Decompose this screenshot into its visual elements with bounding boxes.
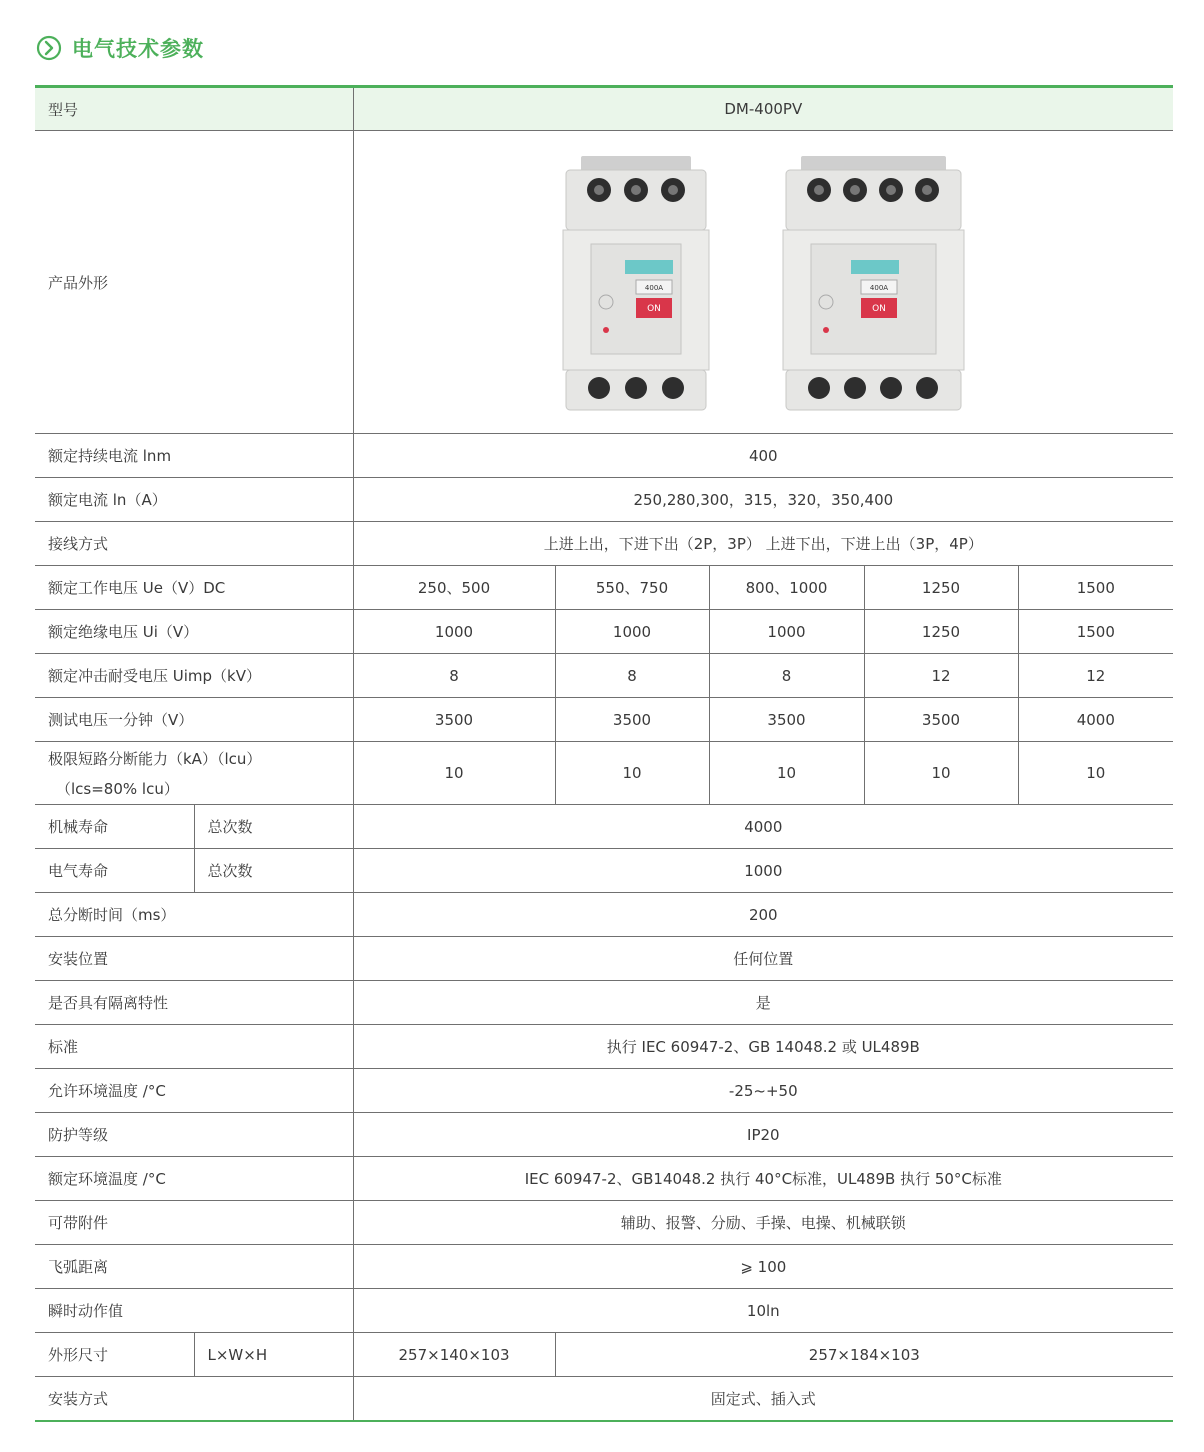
row-label: 测试电压一分钟（V） <box>35 698 353 742</box>
table-row <box>35 1377 1173 1422</box>
row-value: 200 <box>353 893 1173 937</box>
row-value: 250、500 <box>353 566 555 610</box>
row-value: 10 <box>1018 742 1173 805</box>
row-value: 10 <box>864 742 1018 805</box>
table-row <box>35 1069 1173 1113</box>
row-value: 8 <box>555 654 709 698</box>
row-value: 1000 <box>709 610 864 654</box>
table-row <box>35 849 1173 893</box>
appearance-cell <box>353 131 1173 434</box>
chevron-circle-icon <box>36 35 62 61</box>
row-label: 额定绝缘电压 Ui（V） <box>35 610 353 654</box>
model-label: 型号 <box>35 87 353 131</box>
row-value: 10ln <box>353 1289 1173 1333</box>
row-label: 机械寿命 <box>35 805 194 849</box>
row-value: 8 <box>709 654 864 698</box>
row-value: 800、1000 <box>709 566 864 610</box>
section-title: 电气技术参数 <box>72 37 204 61</box>
row-value: 任何位置 <box>353 937 1173 981</box>
row-label: 额定工作电压 Ue（V）DC <box>35 566 353 610</box>
row-value: 1250 <box>864 610 1018 654</box>
row-value: 1000 <box>353 849 1173 893</box>
row-label: 接线方式 <box>35 522 353 566</box>
row-label: 防护等级 <box>35 1113 353 1157</box>
table-row <box>35 698 1173 742</box>
row-value: 8 <box>353 654 555 698</box>
model-value: DM-400PV <box>353 87 1173 131</box>
row-value: 辅助、报警、分励、手操、电操、机械联锁 <box>353 1201 1173 1245</box>
4p-breaker-image <box>781 152 966 412</box>
dimension-4p-value: 257×184×103 <box>555 1333 1173 1377</box>
row-value: 1000 <box>555 610 709 654</box>
row-value: ⩾ 100 <box>353 1245 1173 1289</box>
breaking-capacity-label <box>35 742 353 805</box>
table-row <box>35 478 1173 522</box>
row-value: 是 <box>353 981 1173 1025</box>
breaking-label-line2: （lcs=80% lcu） <box>56 780 179 798</box>
row-label: 瞬时动作值 <box>35 1289 353 1333</box>
table-row <box>35 1245 1173 1289</box>
row-label: 安装方式 <box>35 1377 353 1422</box>
row-value: 10 <box>709 742 864 805</box>
row-value: 1250 <box>864 566 1018 610</box>
table-row <box>35 434 1173 478</box>
row-label: 额定电流 ln（A） <box>35 478 353 522</box>
row-value: -25~+50 <box>353 1069 1173 1113</box>
appearance-label: 产品外形 <box>35 131 353 434</box>
row-value: 4000 <box>353 805 1173 849</box>
3p-breaker-image <box>561 152 711 412</box>
appearance-row <box>35 131 1173 434</box>
row-label: 额定环境温度 /°C <box>35 1157 353 1201</box>
row-value: 12 <box>1018 654 1173 698</box>
table-row <box>35 522 1173 566</box>
row-value: 3500 <box>353 698 555 742</box>
section-header <box>36 30 204 66</box>
row-label: 允许环境温度 /°C <box>35 1069 353 1113</box>
4p-on-label: ON <box>871 304 886 314</box>
4p-rating-label: 400A <box>869 284 888 292</box>
row-value: IP20 <box>353 1113 1173 1157</box>
row-value: 1000 <box>353 610 555 654</box>
table-row <box>35 981 1173 1025</box>
table-row <box>35 566 1173 610</box>
row-value: 550、750 <box>555 566 709 610</box>
3p-rating-label: 400A <box>644 284 663 292</box>
row-label: 外形尺寸 <box>35 1333 194 1377</box>
row-value: 4000 <box>1018 698 1173 742</box>
row-label: 标准 <box>35 1025 353 1069</box>
row-value: 3500 <box>555 698 709 742</box>
row-value: 3500 <box>864 698 1018 742</box>
row-value: 1500 <box>1018 610 1173 654</box>
row-sublabel: L×W×H <box>194 1333 353 1377</box>
table-row <box>35 1201 1173 1245</box>
breaking-label-line1: 极限短路分断能力（kA）（lcu） <box>48 750 262 768</box>
table-row <box>35 1157 1173 1201</box>
row-value: 1500 <box>1018 566 1173 610</box>
row-value: 上进上出，下进下出（2P，3P） 上进下出，下进上出（3P，4P） <box>353 522 1173 566</box>
row-label: 总分断时间（ms） <box>35 893 353 937</box>
row-label: 额定持续电流 lnm <box>35 434 353 478</box>
row-value: 固定式、插入式 <box>353 1377 1173 1422</box>
row-value: 3500 <box>709 698 864 742</box>
row-label: 电气寿命 <box>35 849 194 893</box>
table-row <box>35 1289 1173 1333</box>
row-value: 12 <box>864 654 1018 698</box>
row-sublabel: 总次数 <box>194 805 353 849</box>
table-row <box>35 610 1173 654</box>
row-label: 可带附件 <box>35 1201 353 1245</box>
table-row <box>35 742 1173 805</box>
row-sublabel: 总次数 <box>194 849 353 893</box>
table-row <box>35 1113 1173 1157</box>
row-value: 10 <box>555 742 709 805</box>
table-header-row <box>35 87 1173 131</box>
table-row <box>35 1025 1173 1069</box>
row-value: 10 <box>353 742 555 805</box>
row-label: 飞弧距离 <box>35 1245 353 1289</box>
row-value: 执行 IEC 60947-2、GB 14048.2 或 UL489B <box>353 1025 1173 1069</box>
row-label: 是否具有隔离特性 <box>35 981 353 1025</box>
table-row <box>35 805 1173 849</box>
row-value: 250,280,300，315，320，350,400 <box>353 478 1173 522</box>
3p-on-label: ON <box>646 304 661 314</box>
table-row <box>35 893 1173 937</box>
table-row <box>35 1333 1173 1377</box>
table-row <box>35 654 1173 698</box>
dimension-3p-value: 257×140×103 <box>353 1333 555 1377</box>
row-value: IEC 60947-2、GB14048.2 执行 40°C标准，UL489B 执行 50°C标准 <box>353 1157 1173 1201</box>
row-label: 安装位置 <box>35 937 353 981</box>
spec-table <box>35 85 1173 1422</box>
table-row <box>35 937 1173 981</box>
row-value: 400 <box>353 434 1173 478</box>
row-label: 额定冲击耐受电压 Uimp（kV） <box>35 654 353 698</box>
